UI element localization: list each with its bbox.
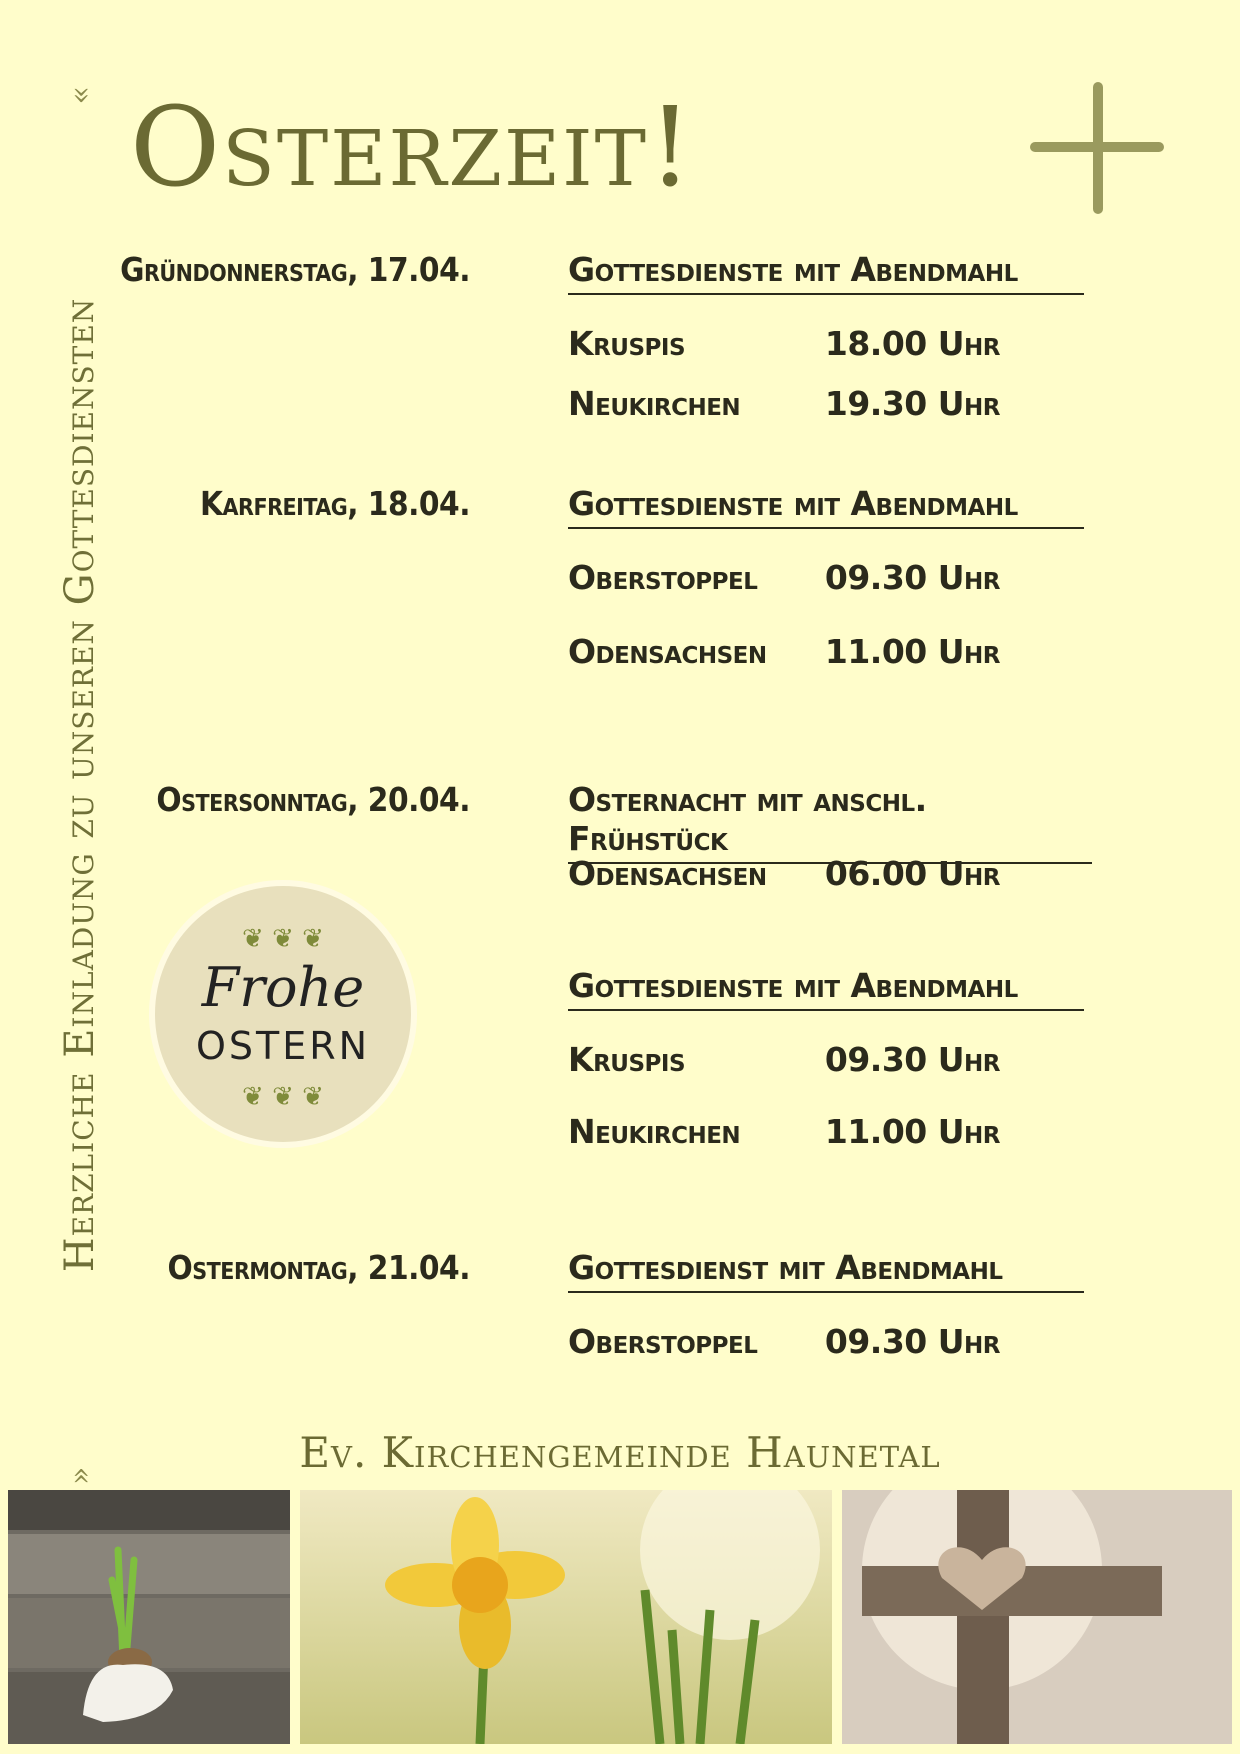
service-entry [568, 854, 1000, 893]
service-entry [568, 384, 1000, 423]
frohe-ostern-badge [155, 886, 411, 1142]
entry-time: 09.30 Uhr [824, 1322, 1000, 1361]
badge-frohe: Frohe [201, 956, 365, 1019]
cross-icon-bar [1030, 142, 1164, 152]
bulb-photo [8, 1490, 290, 1744]
day-date: Ostersonntag, 20.04. [156, 780, 470, 819]
side-text-label: Herzliche Einladung zu unseren Gottesdiensten [57, 297, 103, 1273]
day-date: Ostermontag, 21.04. [167, 1248, 470, 1287]
congregation-name: Ev. Kirchengemeinde Haunetal [299, 1428, 941, 1477]
service-entry [568, 558, 1000, 597]
entry-place: Odensachsen [568, 632, 767, 671]
entry-place: Kruspis [568, 1040, 686, 1079]
service-heading: Gottesdienst mit Abendmahl [568, 1248, 1084, 1293]
entry-time: 11.00 Uhr [824, 1112, 1000, 1151]
leaf-branch-icon: ❦ ❦ ❦ [242, 924, 324, 954]
entry-time: 19.30 Uhr [824, 384, 1000, 423]
service-entry [568, 324, 1000, 363]
leaf-branch-icon: ❦ ❦ ❦ [242, 1082, 324, 1112]
double-chevron-icon: « [62, 85, 98, 105]
page-title: Osterzeit! [130, 83, 695, 211]
entry-time: 11.00 Uhr [824, 632, 1000, 671]
entry-place: Odensachsen [568, 854, 767, 893]
entry-place: Neukirchen [568, 1112, 741, 1151]
badge-ostern: OSTERN [195, 1024, 371, 1068]
service-heading: Gottesdienste mit Abendmahl [568, 250, 1084, 295]
day-date: Gründonnerstag, 17.04. [120, 250, 470, 289]
entry-place: Oberstoppel [568, 1322, 758, 1361]
cross-heart-photo [842, 1490, 1232, 1744]
service-heading: Gottesdienste mit Abendmahl [568, 966, 1084, 1011]
double-chevron-icon: » [62, 1465, 98, 1485]
entry-place: Neukirchen [568, 384, 741, 423]
entry-time: 09.30 Uhr [824, 558, 1000, 597]
service-entry [568, 1322, 1000, 1361]
entry-time: 09.30 Uhr [824, 1040, 1000, 1079]
daffodil-photo [300, 1490, 832, 1744]
day-date: Karfreitag, 18.04. [200, 484, 470, 523]
service-entry [568, 1040, 1000, 1079]
service-entry [568, 1112, 1000, 1151]
entry-place: Kruspis [568, 324, 686, 363]
service-heading: Osternacht mit anschl. Frühstück [568, 780, 1092, 864]
entry-time: 18.00 Uhr [824, 324, 1000, 363]
entry-place: Oberstoppel [568, 558, 758, 597]
entry-time: 06.00 Uhr [824, 854, 1000, 893]
service-entry [568, 632, 1000, 671]
side-invitation-text [50, 85, 110, 1485]
service-heading: Gottesdienste mit Abendmahl [568, 484, 1084, 529]
